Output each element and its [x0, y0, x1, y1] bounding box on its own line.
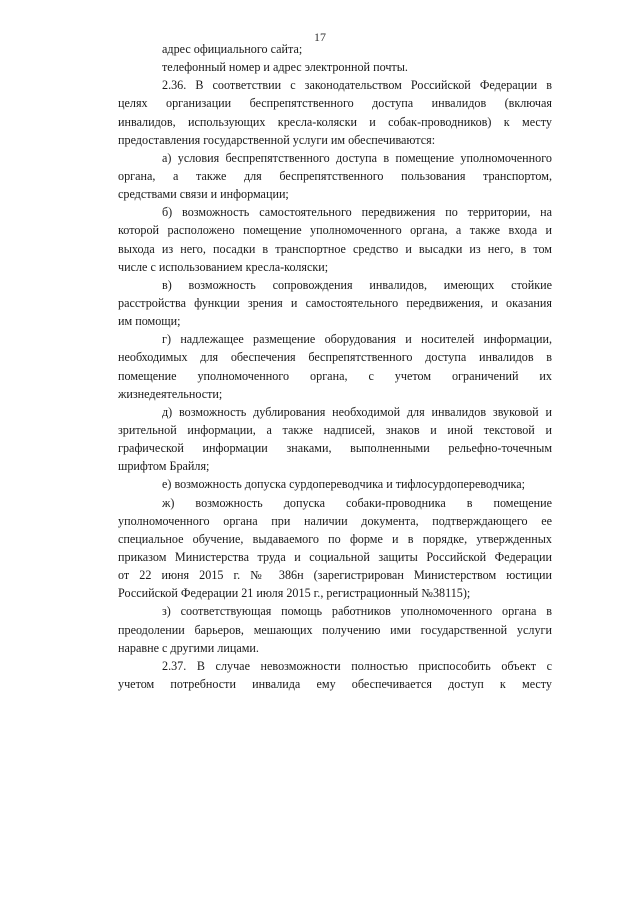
text-line: учетом потребности инвалида ему обеспечивается доступ к месту [118, 676, 552, 691]
text-line: адрес официального сайта; [162, 42, 303, 56]
text-line: которой расположено помещение уполномоченного органа, а также входа и [118, 223, 552, 238]
text-line: шрифтом Брайля; [118, 459, 210, 474]
document-body [118, 40, 552, 693]
text-line: органа, а также для беспрепятственного пользования транспортом, [118, 168, 552, 183]
text-line: з) соответствующая помощь работников уполномоченного органа в [162, 604, 552, 619]
text-line: в) возможность сопровождения инвалидов, имеющих стойкие [162, 277, 552, 292]
text-line: расстройства функции зрения и самостоятельного передвижения, и оказания [118, 295, 552, 310]
text-line: б) возможность самостоятельного передвижения по территории, на [162, 205, 552, 220]
page-number: 17 [314, 30, 326, 44]
text-line: преодолении барьеров, мешающих получению ими государственной услуги [118, 622, 552, 637]
text-line: г) надлежащее размещение оборудования и носителей информации, [162, 332, 552, 347]
text-line: необходимых для обеспечения беспрепятственного доступа инвалидов в [118, 350, 552, 365]
text-line: жизнедеятельности; [118, 386, 223, 401]
text-line: а) условия беспрепятственного доступа в помещение уполномоченного [162, 150, 552, 165]
text-line: е) возможность допуска сурдопереводчика и тифлосурдопереводчика; [162, 477, 525, 492]
text-line: Российской Федерации 21 июля 2015 г., регистрационный №38115); [118, 586, 471, 601]
text-line: графической информации знаками, выполненными рельефно-точечным [118, 441, 552, 456]
text-line: им помощи; [118, 314, 181, 329]
text-line: телефонный номер и адрес электронной почты. [162, 60, 408, 75]
text-line: 2.37. В случае невозможности полностью приспособить объект с [162, 658, 552, 673]
text-line: целях организации беспрепятственного доступа инвалидов (включая [118, 96, 552, 111]
text-line: специальное обучение, выдаваемого по форме и в порядке, утвержденных [118, 531, 552, 546]
text-line: выхода из него, посадки в транспортное средство и высадки из него, в том [118, 241, 552, 256]
text-line: помещение уполномоченного органа, с учетом ограничений их [118, 368, 552, 383]
text-line: наравне с другими лицами. [118, 640, 259, 655]
text-line: д) возможность дублирования необходимой для инвалидов звуковой и [162, 404, 552, 419]
text-line: зрительной информации, а также надписей, знаков и иной текстовой и [118, 422, 552, 437]
text-line: уполномоченного органа при наличии документа, подтверждающего ее [118, 513, 552, 528]
text-line: числе с использованием кресла-коляски; [118, 259, 329, 274]
text-line: ж) возможность допуска собаки-проводника в помещение [162, 495, 552, 510]
text-line: инвалидов, использующих кресла-коляски и собак-проводников) к месту [118, 114, 552, 129]
text-line: приказом Министерства труда и социальной защиты Российской Федерации [118, 549, 552, 564]
text-line: от 22 июня 2015 г. № 386н (зарегистрирован Министерством юстиции [118, 568, 552, 583]
text-line: предоставления государственной услуги им обеспечиваются: [118, 132, 436, 147]
text-line: 2.36. В соответствии с законодательством Российской Федерации в [162, 78, 552, 93]
text-line: средствами связи и информации; [118, 187, 289, 202]
